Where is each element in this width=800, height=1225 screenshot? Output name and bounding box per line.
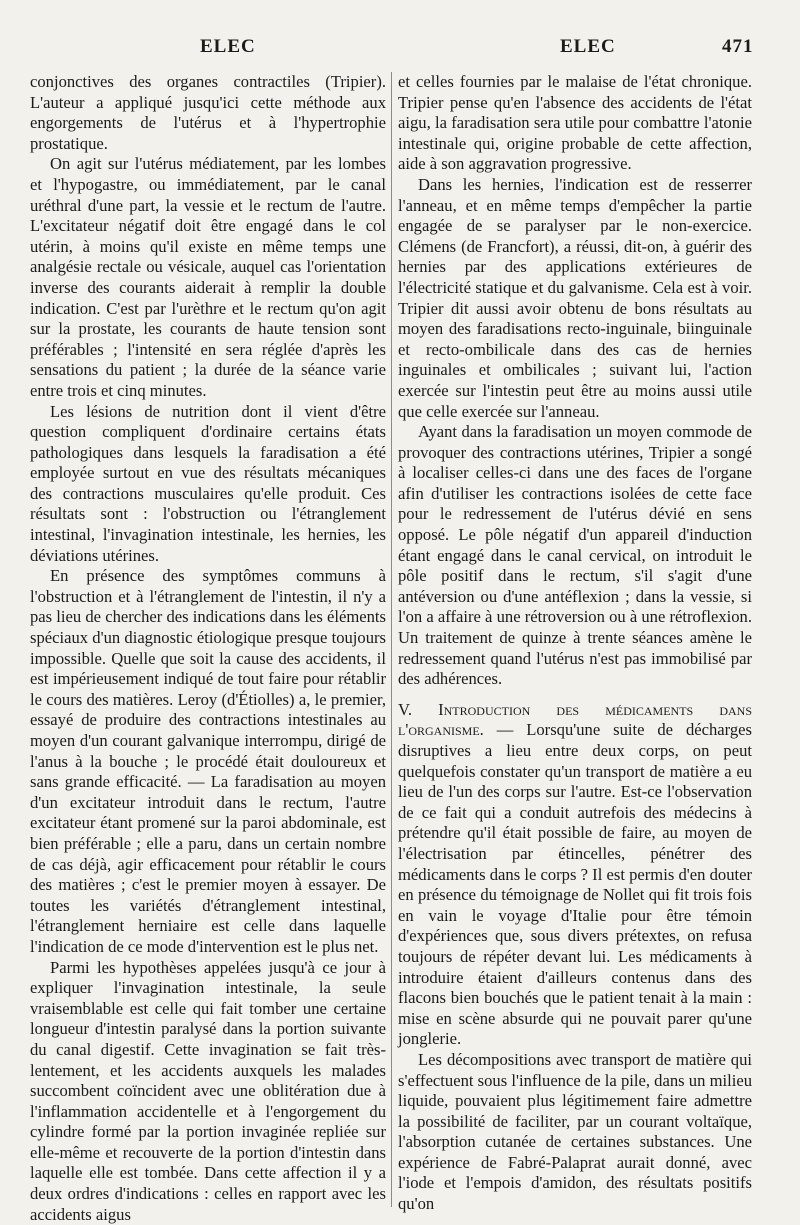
section-paragraph: [398, 700, 752, 1050]
paragraph: Les lésions de nutrition dont il vient d'être question compliquent d'ordinaire certains états pathologiques dans lesquels la faradisation a été employée surtout en vue des résultats mécaniques des contractions musculaires qu'elle produit. Ces résultats sont : l'obstruction ou l'étranglement intestinal, l'invagination intestinale, les hernies, les déviations utérines.: [30, 401, 386, 565]
paragraph: conjonctives des organes contractiles (Tripier). L'auteur a appliqué jusqu'ici cette méthode aux engorgements de l'utérus et à l'hypertrophie prostatique.: [30, 72, 386, 153]
paragraph: En présence des symptômes communs à l'obstruction et à l'étranglement de l'intestin, il n'y a pas lieu de chercher des indications dans les éléments spéciaux d'un diagnostic étiologique presque toujours impossible. Quelle que soit la cause des accidents, il est impérieusement indiqué de tout faire pour rétablir le cours des matières. Leroy (d'Étiolles) a, le premier, essayé de produire des contractions intestinales au moyen d'un courant galvanique interrompu, dirigé de l'anus à la bouche ; le procédé était douloureux et sans grande efficacité. — La faradisation au moyen d'un excitateur introduit dans le rectum, l'autre excitateur étant promené sur la paroi abdominale, est bien préférable ; elle a paru, dans un certain nombre de cas déjà, agir efficacement pour rétablir le cours des matières ; c'est le premier moyen à essayer. De toutes les variétés d'étranglement intestinal, l'étranglement herniaire est celle dans laquelle l'indication de ce mode d'intervention est le plus net.: [30, 566, 386, 956]
paragraph: On agit sur l'utérus médiatement, par les lombes et l'hypogastre, ou immédiatement, par le canal uréthral d'une part, la vessie et le rectum de l'autre. L'excitateur négatif doit être engagé dans le col utérin, à moins qu'il existe en même temps une analgésie rectale ou vésicale, auquel cas l'orientation inverse des courants aiderait à remplir la double indication. C'est par l'urèthre et le rectum qu'on agit sur la prostate, les courants de haute tension sont préférables ; l'intensité en sera réglée d'après les sensations du patient ; la durée de la séance varie entre trois et cinq minutes.: [30, 154, 386, 400]
paragraph: Parmi les hypothèses appelées jusqu'à ce jour à expliquer l'invagination intestinale, la seule vraisemblable est celle qui fait tomber une certaine longueur d'intestin paralysé dans la portion suivante du canal digestif. Cette invagination se fait très-lentement, et les accidents auxquels les malades succombent coïncident avec une oblitération due à l'inflammation accidentelle et à l'engorgement du cylindre formé par la portion invaginée repliée sur elle-même et recouverte de la portion d'intestin dans laquelle elle est tombée. Dans cette affection il y a deux ordres d'indications : celles en rapport avec les accidents aigus: [30, 957, 386, 1224]
page-number: 471: [722, 36, 754, 57]
paragraph: Ayant dans la faradisation un moyen commode de provoquer des contractions utérines, Tripier a songé à localiser celles-ci dans une des faces de l'organe afin d'utiliser les contractions isolées de cette face pour le redressement de l'utérus dévié en sens opposé. Le pôle négatif d'un appareil d'induction étant engagé dans le canal cervical, on introduit le pôle positif dans le rectum, s'il s'agit d'une antéversion ou d'une antéflexion ; dans la vessie, si l'on a affaire à une rétroversion ou à une rétroflexion. Un traitement de quinze à trente séances amène le redressement quand l'utérus n'est pas immobilisé par des adhérences.: [398, 422, 752, 689]
header-left-word: ELEC: [200, 36, 256, 57]
header-right-word: ELEC: [560, 36, 616, 57]
running-header: [0, 36, 800, 66]
paragraph: Dans les hernies, l'indication est de resserrer l'anneau, et en même temps d'empêcher la partie engagée de se paralyser par le non-exercice. Clémens (de Francfort), a réussi, dit-on, à guérir des hernies par des applications extérieures de l'électricité statique et du galvanisme. Cela est à voir. Tripier dit aussi avoir obtenu de bons résultats au moyen des faradisations recto-inguinale, biinguinale et recto-ombilicale dans des cas de hernies inguinales et ombilicales ; suivant lui, l'action exercée sur l'intestin peut être au moins aussi utile que celle exercée sur l'anneau.: [398, 174, 752, 421]
right-column: [398, 72, 752, 1215]
section-text: Lorsqu'une suite de décharges disruptives a lieu entre deux corps, on peut quelquefois constater qu'un transport de matière a eu lieu de l'un des corps sur l'autre. Est-ce l'observation de ce fait qui a conduit autrefois des médecins à prétendre qu'il était possible de faire, au moyen de l'électrisation par étincelles, pénétrer des médicaments dans le corps ? Il est permis d'en douter en présence du témoignage de Nollet qui fit trois fois en vain le voyage d'Italie pour être témoin d'expériences que, sous divers prétextes, on refusa toujours de répéter devant lui. Les médicaments à introduire étaient d'ailleurs contenus dans des flacons bien bouchés que le patient tenait à la main : mise en scène absurde qui ne pouvait parer qu'une jonglerie.: [398, 720, 752, 1049]
paragraph: et celles fournies par le malaise de l'état chronique. Tripier pense qu'en l'absence des accidents de l'état aigu, la faradisation sera utile pour combattre l'atonie intestinale qui, origine probable de cette affection, aide à son aggravation progressive.: [398, 72, 752, 174]
left-column: [30, 72, 386, 1225]
column-divider: [391, 72, 392, 1207]
paragraph: Les décompositions avec transport de matière qui s'effectuent sous l'influence de la pile, dans un milieu liquide, pouvaient plus légitimement faire admettre la possibilité de faciliter, par un courant voltaïque, l'absorption cutanée de certaines substances. Une expérience de Fabré-Palaprat aurait donné, avec l'iode et l'empois d'amidon, des résultats positifs qu'on: [398, 1049, 752, 1214]
section-heading: V. Introduction des médicaments dans l'organisme. —: [398, 699, 752, 740]
